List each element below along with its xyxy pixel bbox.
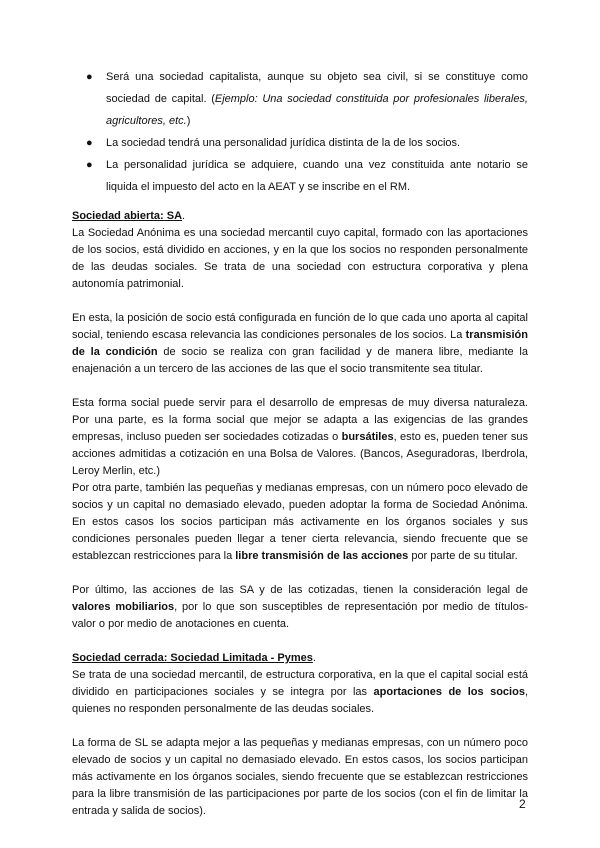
paragraph: La Sociedad Anónima es una sociedad mercantil cuyo capital, formado con las aportaciones de los socios, está dividido en acciones, y en la que los socios no responden personalmente de las deudas sociales. Se trata de una sociedad con estructura corporativa y plena autonomía patrimonial. bbox=[72, 227, 528, 290]
paragraph: Esta forma social puede servir para el desarrollo de empresas de muy diversa naturaleza. Por una parte, es la forma social que mejor se adapta a las exigencias de las grandes empresas, incluso pueden ser sociedades cotizadas o bursátiles, esto es, pueden tener sus acciones admitidas a cotización en una Bolsa de Valores. (Bancos, Aseguradoras, Iberdrola, Leroy Merlin, etc.) bbox=[72, 397, 528, 477]
bullet-item bbox=[72, 154, 528, 198]
paragraph: Por otra parte, también las pequeñas y medianas empresas, con un número poco elevado de socios y un capital no demasiado elevado, pueden adoptar la forma de Sociedad Anónima. En estos casos los socios participan más activamente en los órganos sociales y sus condiciones personales pueden llegar a tener cierta relevancia, siendo frecuente que se establezcan restricciones para la libre transmisión de las acciones por parte de su titular. bbox=[72, 482, 528, 562]
bullet-dot-icon: ● bbox=[86, 159, 93, 171]
bullet-text: La sociedad tendrá una personalidad jurídica distinta de la de los socios. bbox=[106, 137, 461, 149]
bullet-dot-icon: ● bbox=[86, 71, 93, 83]
bullet-item bbox=[72, 66, 528, 132]
paragraph: Se trata de una sociedad mercantil, de estructura corporativa, en la que el capital social está dividido en participaciones sociales y se integra por las aportaciones de los socios, quienes no responden personalmente de las deudas sociales. bbox=[72, 669, 529, 715]
document-page bbox=[72, 66, 528, 820]
paragraph: Por último, las acciones de las SA y de las cotizadas, tienen la consideración legal de valores mobiliarios, por lo que son susceptibles de representación por medio de títulos-valor o por medio de anotaciones en cuenta. bbox=[72, 584, 528, 630]
paragraph: En esta, la posición de socio está configurada en función de lo que cada uno aporta al capital social, teniendo escasa relevancia las condiciones personales de los socios. La transmisión de la condición de socio se realiza con gran facilidad y de manera libre, mediante la enajenación a un tercero de las acciones de las que el socio transmitente sea titular. bbox=[72, 312, 528, 375]
bullet-item bbox=[72, 132, 528, 154]
paragraph: La forma de SL se adapta mejor a las pequeñas y medianas empresas, con un número poco elevado de socios y un capital no demasiado elevado. En estos casos, los socios participan más activamente en los órganos sociales, siendo frecuente que se establezcan restricciones para la libre transmisión de las participaciones por parte de los socios (con el fin de limitar la entrada y salida de socios). bbox=[72, 737, 528, 817]
bullet-text: Será una sociedad capitalista, aunque su objeto sea civil, si se constituye como sociedad de capital. ( bbox=[106, 71, 528, 105]
bullet-list bbox=[72, 66, 528, 198]
bullet-dot-icon: ● bbox=[86, 137, 93, 149]
bullet-text: La personalidad jurídica se adquiere, cuando una vez constituida ante notario se liquida el impuesto del acto en la AEAT y se inscribe en el RM. bbox=[106, 159, 528, 193]
page-number: 2 bbox=[519, 797, 526, 811]
bullet-example: Ejemplo: Una sociedad constituida por profesionales liberales, agricultores, etc. bbox=[106, 93, 528, 127]
section-heading-sl: Sociedad cerrada: Sociedad Limitada - Pymes. bbox=[72, 652, 316, 664]
section-heading-sa: Sociedad abierta: SA. bbox=[72, 210, 186, 222]
bullet-text-end: ) bbox=[186, 115, 191, 127]
